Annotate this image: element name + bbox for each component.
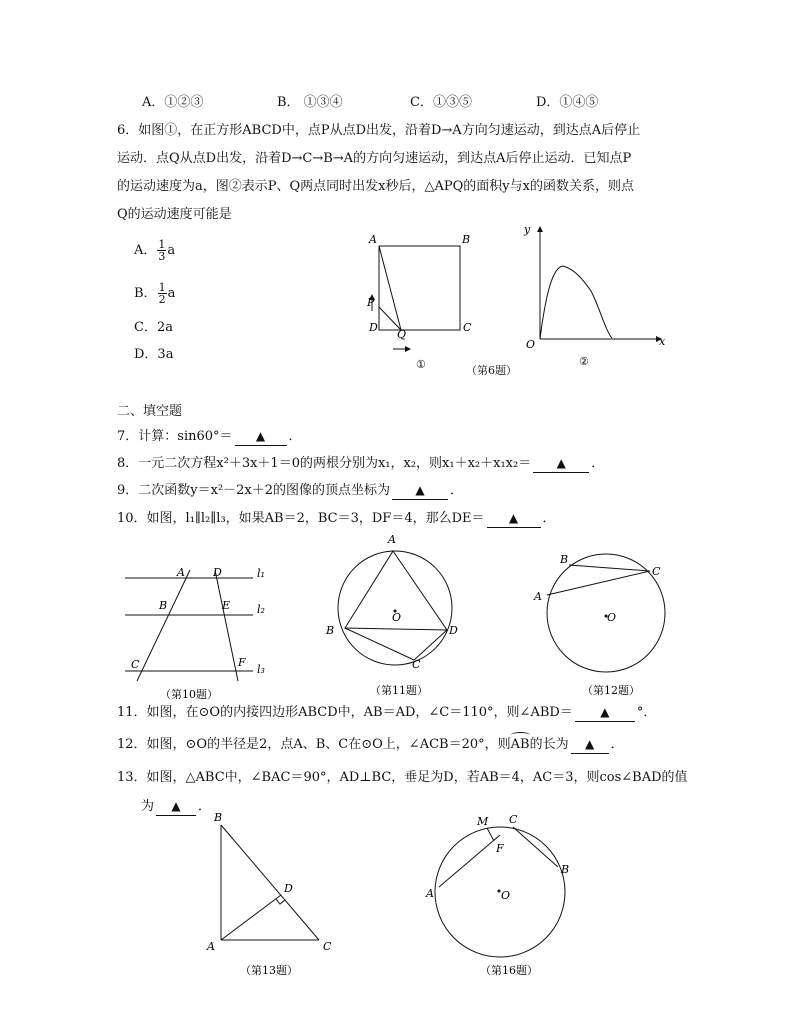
fig6-square-diagram (360, 225, 480, 375)
fig10-labels-B-text: B (159, 599, 168, 612)
fig6-axis-x: x (659, 335, 666, 348)
q6-line-4: Q的运动速度可能是 (117, 207, 232, 222)
q6-line-1: 6．如图①，在正方形ABCD中，点P从点D出发，沿着D→A方向匀速运动，到达点A后停止 (117, 123, 641, 138)
fig6-label-p: P (367, 296, 375, 309)
fig11-labels-A-text: A (388, 533, 396, 546)
fig11-caption-text: （第11题） (370, 684, 428, 697)
fig10-labels-l2-text: l₂ (257, 603, 265, 616)
fig12-labels-A-text: A (534, 590, 542, 603)
q6-option-d: D．3a (134, 347, 174, 362)
fig10-diagram (120, 560, 280, 700)
fig11-labels-C-text: C (412, 658, 421, 671)
fig6-origin: O (526, 338, 536, 351)
fig11-labels-D-text: D (449, 624, 458, 637)
fig13-caption-text: （第13题） (240, 964, 298, 977)
question-9: 9．二次函数y＝x²－2x＋2的图像的顶点坐标为 ▲ ． (117, 483, 464, 498)
fig6-graph-diagram (515, 222, 675, 372)
fig6-label-d: D (369, 321, 378, 334)
fig10-labels-l1-text: l₁ (257, 567, 265, 580)
q5-option-b: B． ①③④ (277, 95, 343, 110)
fig13-labels-A-text: A (207, 940, 215, 953)
fig10-labels-E-text: E (222, 599, 231, 612)
fig13-labels-B-text: B (214, 811, 223, 824)
question-12: 12．如图，⊙O的半径是2，点A、B、C在⊙O上，∠ACB＝20°，则AB的长为 ▲ ． (117, 735, 624, 755)
fig6-caption: （第6题） (466, 364, 517, 377)
fig16-labels-F-text: F (496, 842, 504, 855)
fig16-labels-B-text: B (561, 863, 570, 876)
fig16-caption-text: （第16题） (480, 964, 538, 977)
fig6-caption-1: ① (416, 358, 426, 371)
fig12-caption-text: （第12题） (582, 684, 640, 697)
fig11-labels-B-text: B (326, 624, 335, 637)
fig13-labels-D-text: D (284, 882, 293, 895)
question-10: 10．如图，l₁∥l₂∥l₃，如果AB＝2，BC＝3，DF＝4，那么DE＝ ▲ ． (117, 511, 556, 526)
question-8: 8．一元二次方程x²＋3x＋1＝0的两根分别为x₁，x₂，则x₁＋x₂＋x₁x₂＝ ▲ ． (117, 456, 605, 471)
fig6-label-b: B (462, 233, 471, 246)
fig10-caption-text: （第10题） (160, 688, 218, 701)
question-7: 7．计算：sin60°＝ ▲ ． (117, 429, 302, 444)
fig16-labels-A-text: A (426, 887, 434, 900)
q6-line-2: 运动．点Q从点D出发，沿着D→C→B→A的方向匀速运动，到达点A后停止运动．已知点P (117, 151, 632, 166)
fig12-labels-O-text: O (607, 611, 617, 624)
fig16-labels-M-text: M (477, 815, 489, 828)
fig6-caption-2: ② (579, 355, 589, 368)
question-13-line-2: 为 ▲ ． (141, 799, 212, 814)
fig10-labels-A-text: A (177, 566, 185, 579)
q5-option-c: C．①③⑤ (410, 95, 472, 110)
q6-option-a: A． $\frac{1}{3}$ a (134, 238, 176, 263)
fig16-diagram (420, 810, 580, 980)
fig6-label-a: A (369, 233, 377, 246)
fig12-labels-B-text: B (560, 553, 569, 566)
q6-line-3: 的运动速度为a，图②表示P、Q两点同时出发x秒后，△APQ的面积y与x的函数关系，则点 (117, 179, 634, 194)
q5-option-d: D．①④⑤ (536, 95, 599, 110)
q5-option-a: A．①②③ (142, 95, 204, 110)
answer-blank-mark: ▲ (584, 737, 595, 751)
answer-blank-mark: ▲ (415, 483, 425, 497)
answer-blank-mark: ▲ (600, 705, 610, 719)
fig12-labels-C-text: C (652, 565, 661, 578)
answer-blank-mark: ▲ (508, 511, 519, 525)
fig6-label-c: C (463, 321, 472, 334)
fig6-axis-y: y (524, 223, 531, 236)
fig16-labels-C-text: C (509, 813, 518, 826)
fig10-labels-C-text: C (131, 658, 140, 671)
question-11: 11．如图，在⊙O的内接四边形ABCD中，AB＝AD，∠C＝110°，则∠ABD＝ ▲ °． (117, 705, 657, 720)
section-title: 二、填空题 (117, 404, 183, 419)
fig16-labels-O-text: O (501, 889, 511, 902)
fig6-label-q: Q (397, 328, 407, 341)
fig10-labels-D-text: D (213, 566, 222, 579)
fig10-labels-F-text: F (238, 656, 246, 669)
answer-blank-mark: ▲ (556, 456, 566, 470)
q6-option-b: B． $\frac{1}{2}$ a (134, 281, 176, 306)
fig12-diagram (530, 545, 680, 700)
arc-ab: AB (511, 735, 530, 755)
q6-option-c: C．2a (134, 320, 173, 335)
fig13-labels-C-text: C (323, 940, 332, 953)
fig11-labels-O-text: O (392, 611, 402, 624)
answer-blank-mark: ▲ (171, 799, 181, 813)
fig10-labels-l3-text: l₃ (257, 663, 265, 676)
question-13-line-1: 13．如图，△ABC中，∠BAC＝90°，AD⊥BC，垂足为D，若AB＝4，AC＝3，则cos∠BAD的值 (117, 770, 688, 785)
fig11-diagram (320, 528, 470, 698)
fig13-diagram (200, 808, 350, 983)
answer-blank-mark: ▲ (255, 429, 266, 443)
